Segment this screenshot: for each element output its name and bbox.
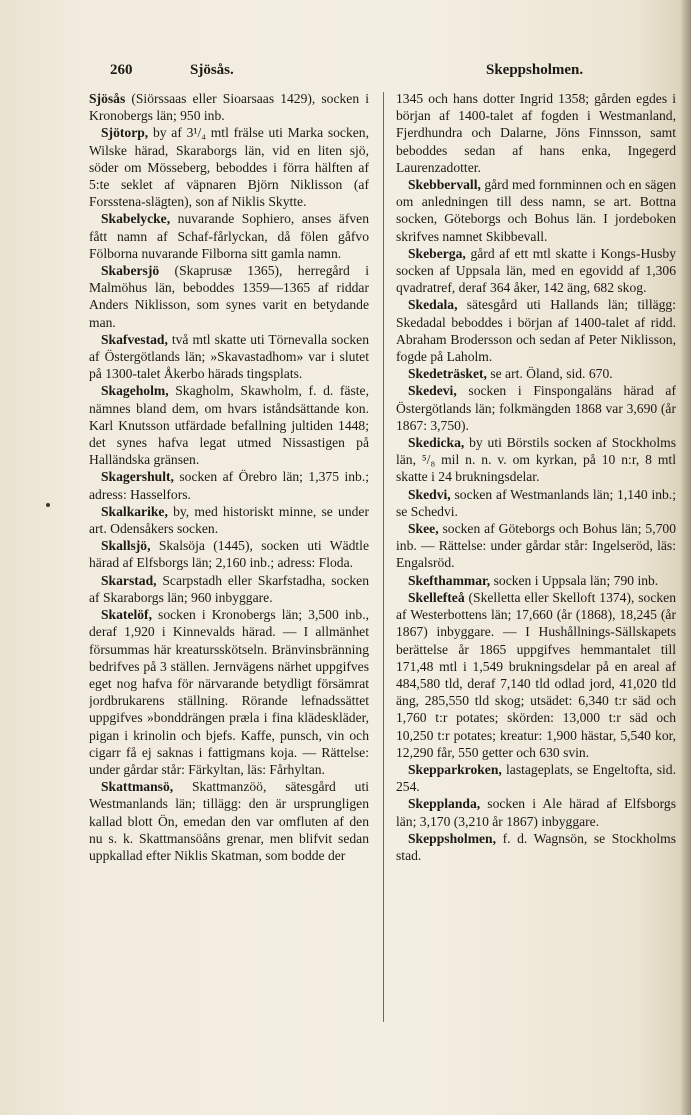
dictionary-entry (396, 245, 676, 297)
left-column (89, 90, 369, 1090)
margin-mark (46, 503, 50, 507)
entry-text: se art. Öland, sid. 670. (486, 366, 613, 382)
dictionary-entry (396, 520, 676, 572)
entry-text: by uti Börstils socken af Stockholms län, ⁵/₈ mil n. n. v. om kyrkan, på 10 n:r, 8 mtl skatte i 24 brukningsdelar. (396, 435, 676, 485)
entry-text: socken af Westmanlands län; 1,140 inb.; se Schedvi. (396, 486, 676, 519)
entry-text: Skattmanzöö, sätesgård uti Westmanlands län; tillägg: den är ursprungligen kallad blott Ön, emedan den var omfluten af den nu s. k. Skattmansöåns grenar, men blifvit sedan uppkallad efter Niklis Skatman, som bodde der (89, 779, 369, 863)
entry-text: socken i Finspongaläns härad af Östergötlands län; folkmängden 1868 var 3,690 (år 1867: 3,750). (396, 383, 676, 433)
dictionary-entry (89, 262, 369, 331)
entry-headword: Sjötorp, (101, 125, 149, 141)
entry-text: nuvarande Sophiero, anses äfven fått namn af Schaf-fårlyckan, då fölen gåfvo Fölborna nuvarande Filborna sitt gamla namn. (89, 211, 369, 261)
column-divider (383, 92, 384, 1022)
dictionary-entry (89, 778, 369, 864)
entry-headword: Skeberga, (408, 245, 466, 261)
entry-headword: Skabelycke, (101, 211, 171, 227)
dictionary-entry (396, 795, 676, 829)
entry-text: 1345 och hans dotter Ingrid 1358; gården egdes i början af 1400-talet af fogden i Westmanland, Fjerdhundra och Dalarne, Jöns Finnsson, samt beboddes sedan af hans enka, Ingegerd Laurenzadotter. (396, 91, 676, 175)
entry-headword: Skagershult, (101, 469, 174, 485)
entry-headword: Skarstad, (101, 572, 157, 588)
entry-text: Skagholm, Skawholm, f. d. fäste, nämnes bland dem, om hvars iståndsättande kon. Karl Knutsson utfärdade befallning jultiden 1448; det synes hafva legat utmed Nissastigen på Halländska gränsen. (89, 383, 369, 468)
entry-text: Scarpstadh eller Skarfstadha, socken af Skaraborgs län; 960 inbyggare. (89, 572, 369, 605)
entry-text: (Skaprusæ 1365), herregård i Malmöhus län, beboddes 1359—1365 af riddar Anders Niklisson, som synes varit en betydande man. (89, 263, 369, 330)
entry-text: sätesgård uti Hallands län; tillägg: Skedadal beboddes i början af 1400-talet af ridd. Abraham Brodersson och sedan af Peter Niklisson, fogde på Laholm. (396, 297, 676, 365)
dictionary-entry (396, 434, 676, 486)
entry-text: (Skelletta eller Skelloft 1374), socken af Westerbottens län; 17,660 (år (1868), 18,245 (år 1867) inbyggare. — I Hushållnings-Sällskapets berättelse år 1865 uppgifves hemmantalet till 171,48 mtl i 1,549 brukningsdelar på en areal af 484,580 tld, deraf 7,140 tld odlad jord, 41,020 tld äng, 285,550 tld skog; utsädet: 6,340 t:r säd och 1,760 t:r potates; skörden: 13,000 t:r säd och 10,250 t:r potates; kreatur: 1,900 hästar, 5,540 kor, 12,290 får, 550 getter och 630 svin. (396, 589, 676, 760)
entry-headword: Skellefteå (408, 589, 465, 605)
dictionary-entry (89, 90, 369, 124)
page-spine-edge (681, 0, 691, 1115)
entry-headword: Skallsjö, (101, 538, 151, 554)
entry-headword: Skedeträsket, (408, 366, 487, 382)
right-column (396, 90, 676, 1090)
entry-headword: Skedvi, (408, 486, 451, 502)
entry-text: Skalsöja (1445), socken uti Wädtle härad af Elfsborgs län; 2,160 inb.; adress: Floda. (89, 538, 369, 571)
entry-text: by, med historiskt minne, se under art. Odensåkers socken. (89, 503, 369, 537)
entry-text: socken af Örebro län; 1,375 inb.; adress: Hasselfors. (89, 469, 369, 502)
entry-headword: Skabersjö (101, 263, 160, 279)
dictionary-entry (89, 468, 369, 502)
entry-text: socken i Ale härad af Elfsborgs län; 3,170 (3,210 år 1867) inbyggare. (396, 796, 676, 829)
entry-headword: Skalkarike, (101, 503, 168, 519)
dictionary-entry (396, 176, 676, 245)
dictionary-entry (396, 382, 676, 434)
entry-headword: Skatelöf, (101, 607, 152, 623)
entry-headword: Skepparkroken, (408, 761, 502, 777)
entry-headword: Skattmansö, (101, 779, 174, 795)
entry-text: lastageplats, se Engeltofta, sid. 254. (396, 761, 676, 795)
dictionary-entry (89, 210, 369, 262)
dictionary-entry (89, 331, 369, 383)
dictionary-entry (89, 382, 369, 468)
dictionary-entry (396, 830, 676, 864)
entry-text: socken i Kronobergs län; 3,500 inb., deraf 1,920 i Kinnevalds härad. — I allmänhet försummas här kreatursskötseln. Bränvinsbränning bedrifves på 3 ställen. Jernvägens närhet uppgifves eget nog hafva för närvarande betydligt försämrat jordbrukarens ställning. Rörande lefnadssättet uppgifves »bonddrängen præla i fina klädeskläder, pigan i krinolin och bjefs. Kaffe, punsch, vin och cigarr få ej saknas i fattigmans koja. — Rättelse: under gårdar står: Färkyltan, läs: Fårhyltan. (89, 607, 369, 777)
dictionary-entry (89, 124, 369, 210)
entry-headword: Skeppsholmen, (408, 830, 497, 846)
entry-text: socken af Göteborgs och Bohus län; 5,700 inb. — Rättelse: under gårdar står: Ingelseröd, läs: Engalsröd. (396, 521, 676, 571)
entry-text: by af 3¹/₄ mtl frälse uti Marka socken, Wilske härad, Skaraborgs län, vid en liten sjö, söder om Mösseberg, beboddes i förra hälften af 5:te seklet af väpnaren Björn Niklisson (af Forsstena-slägten), son af Niklis Skytte. (89, 125, 369, 210)
entry-text: f. d. Wagnsön, se Stockholms stad. (396, 830, 676, 863)
dictionary-entry (396, 589, 676, 761)
entry-headword: Skedala, (408, 297, 458, 313)
dictionary-entry (396, 761, 676, 795)
dictionary-entry (396, 365, 676, 382)
dictionary-entry (89, 572, 369, 606)
entry-headword: Skefthammar, (408, 572, 491, 588)
dictionary-entry (396, 296, 676, 365)
dictionary-entry (89, 503, 369, 537)
page-number: 260 (110, 62, 133, 78)
entry-text: gård med fornminnen och en sägen om anledningen till dess namn, se art. Bottna socken, Göteborgs och Bohus län. I jordeboken skrifves namnet Skibbevall. (396, 177, 676, 244)
entry-headword: Skepplanda, (408, 796, 481, 812)
entry-headword: Skageholm, (101, 383, 169, 399)
entry-headword: Skee, (408, 521, 439, 537)
running-header (88, 62, 668, 84)
entry-headword: Sjösås (89, 91, 126, 106)
entry-headword: Skedevi, (408, 383, 457, 399)
dictionary-entry (396, 572, 676, 589)
entry-text: socken i Uppsala län; 790 inb. (490, 572, 659, 588)
entry-text: (Siörssaas eller Sioarsaas 1429), socken i Kronobergs län; 950 inb. (89, 91, 369, 124)
dictionary-entry (396, 90, 676, 176)
entry-headword: Skedicka, (408, 435, 465, 451)
entry-headword: Skebbervall, (408, 177, 481, 193)
entry-text: gård af ett mtl skatte i Kongs-Husby socken af Uppsala län, med en egovidd af 1,306 qvadratref, deraf 364 åker, 142 äng, 682 skog. (396, 245, 676, 296)
entry-headword: Skafvestad, (101, 331, 168, 347)
entry-text: två mtl skatte uti Törnevalla socken af Östergötlands län; »Skavastadhom» var i slutet på 1300-talet Åkerbo härads tingsplats. (89, 331, 369, 382)
dictionary-entry (396, 486, 676, 520)
dictionary-entry (89, 537, 369, 571)
header-right-title: Skeppsholmen. (486, 62, 584, 78)
dictionary-entry (89, 606, 369, 778)
header-left-title: Sjösås. (190, 62, 234, 78)
